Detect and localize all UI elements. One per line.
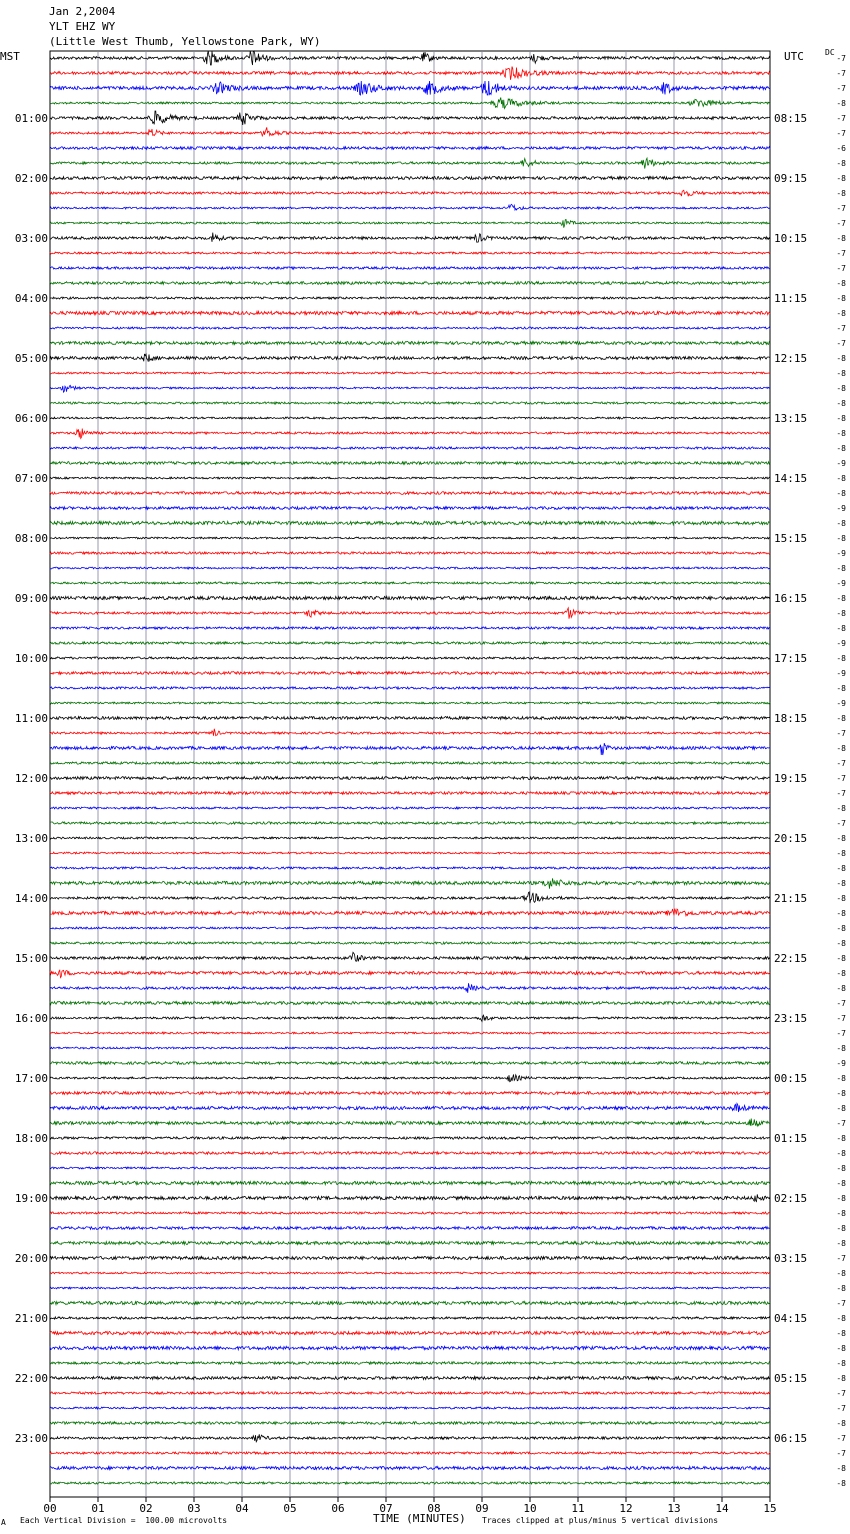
left-hour-label: 06:00 <box>14 412 48 425</box>
trace-line <box>50 233 770 243</box>
dc-offset-label: -7 <box>836 219 846 228</box>
trace-line <box>50 1482 770 1484</box>
dc-offset-label: -8 <box>836 1359 846 1368</box>
trace-line <box>50 927 770 929</box>
dc-offset-label: -9 <box>836 699 846 708</box>
trace-line <box>50 822 770 824</box>
trace-line <box>50 1092 770 1095</box>
x-tick-label: 11 <box>571 1502 585 1515</box>
right-hour-label: 22:15 <box>774 952 808 965</box>
trace-line <box>50 983 770 993</box>
dc-offset-label: -8 <box>836 534 846 543</box>
trace-line <box>50 1167 770 1169</box>
trace-line <box>50 1212 770 1214</box>
right-hour-label: 05:15 <box>774 1372 808 1385</box>
trace-line <box>50 521 770 524</box>
dc-offset-label: -8 <box>836 1314 846 1323</box>
trace-line <box>50 942 770 944</box>
trace-line <box>50 892 770 903</box>
dc-offset-label: -7 <box>836 729 846 738</box>
dc-offset-label: -8 <box>836 744 846 753</box>
dc-offset-label: -8 <box>836 399 846 408</box>
trace-line <box>50 158 770 168</box>
trace-line <box>50 729 770 736</box>
trace-line <box>50 354 770 362</box>
x-axis-title: TIME (MINUTES) <box>373 1512 466 1525</box>
dc-offset-label: -7 <box>836 1434 846 1443</box>
trace-line <box>50 1074 770 1081</box>
dc-offset-label: -8 <box>836 1149 846 1158</box>
left-timezone-label: MST <box>0 50 20 63</box>
left-hour-label: 11:00 <box>14 712 48 725</box>
left-hour-label: 22:00 <box>14 1372 48 1385</box>
left-hour-label: 20:00 <box>14 1252 48 1265</box>
trace-line <box>50 372 770 374</box>
left-hour-label: 09:00 <box>14 592 48 605</box>
left-hour-label: 12:00 <box>14 772 48 785</box>
trace-line <box>50 507 770 510</box>
right-hour-label: 02:15 <box>774 1192 808 1205</box>
dc-offset-label: -8 <box>836 384 846 393</box>
trace-line <box>50 852 770 854</box>
right-hour-label: 11:15 <box>774 292 808 305</box>
dc-offset-label: -7 <box>836 1254 846 1263</box>
x-tick-label: 14 <box>715 1502 729 1515</box>
trace-line <box>50 1137 770 1139</box>
left-hour-label: 01:00 <box>14 112 48 125</box>
dc-offset-label: -8 <box>836 849 846 858</box>
dc-offset-label: -8 <box>836 564 846 573</box>
dc-offset-label: -7 <box>836 339 846 348</box>
trace-line <box>50 462 770 465</box>
trace-line <box>50 1103 770 1112</box>
right-hour-label: 19:15 <box>774 772 808 785</box>
left-hour-label: 04:00 <box>14 292 48 305</box>
dc-offset-label: -8 <box>836 894 846 903</box>
trace-line <box>50 385 770 392</box>
trace-line <box>50 1181 770 1184</box>
dc-offset-label: -7 <box>836 264 846 273</box>
left-hour-label: 15:00 <box>14 952 48 965</box>
trace-line <box>50 867 770 869</box>
trace-line <box>50 687 770 689</box>
left-hour-label: 10:00 <box>14 652 48 665</box>
left-hour-label: 07:00 <box>14 472 48 485</box>
trace-line <box>50 743 770 755</box>
dc-offset-label: -8 <box>836 1419 846 1428</box>
dc-offset-label: -8 <box>836 1179 846 1188</box>
right-hour-label: 21:15 <box>774 892 808 905</box>
dc-offset-label: -7 <box>836 54 846 63</box>
dc-offset-label: -8 <box>836 1104 846 1113</box>
dc-offset-label: -9 <box>836 639 846 648</box>
dc-offset-label: -7 <box>836 324 846 333</box>
dc-offset-label: -9 <box>836 669 846 678</box>
trace-line <box>50 657 770 659</box>
trace-line <box>50 127 770 136</box>
trace-line <box>50 970 770 977</box>
right-hour-label: 20:15 <box>774 832 808 845</box>
dc-offset-label: -8 <box>836 294 846 303</box>
trace-line <box>50 1227 770 1230</box>
trace-line <box>50 204 770 210</box>
right-hour-label: 23:15 <box>774 1012 808 1025</box>
trace-line <box>50 582 770 584</box>
x-tick-label: 01 <box>91 1502 105 1515</box>
right-hour-label: 18:15 <box>774 712 808 725</box>
trace-line <box>50 447 770 449</box>
trace-line <box>50 492 770 495</box>
trace-line <box>50 1152 770 1155</box>
dc-label: DC <box>825 48 835 57</box>
dc-offset-label: -8 <box>836 1344 846 1353</box>
trace-line <box>50 1272 770 1274</box>
trace-line <box>50 1194 770 1201</box>
dc-offset-label: -7 <box>836 1119 846 1128</box>
trace-line <box>50 51 770 65</box>
dc-offset-label: -7 <box>836 819 846 828</box>
trace-line <box>50 402 770 404</box>
trace-line <box>50 417 770 419</box>
dc-offset-label: -8 <box>836 1329 846 1338</box>
trace-line <box>50 1434 770 1441</box>
x-tick-label: 09 <box>475 1502 489 1515</box>
right-hour-label: 13:15 <box>774 412 808 425</box>
dc-offset-label: -8 <box>836 879 846 888</box>
dc-offset-label: -8 <box>836 834 846 843</box>
dc-offset-label: -7 <box>836 1014 846 1023</box>
dc-offset-label: -8 <box>836 1194 846 1203</box>
trace-line <box>50 1317 770 1319</box>
right-hour-label: 10:15 <box>774 232 808 245</box>
trace-line <box>50 190 770 196</box>
trace-line <box>50 1015 770 1021</box>
dc-offset-label: -8 <box>836 279 846 288</box>
header-location: (Little West Thumb, Yellowstone Park, WY) <box>49 35 321 48</box>
trace-line <box>50 97 770 108</box>
dc-offset-label: -8 <box>836 189 846 198</box>
dc-offset-label: -8 <box>836 684 846 693</box>
dc-offset-label: -8 <box>836 1134 846 1143</box>
trace-line <box>50 1256 770 1259</box>
trace-line <box>50 252 770 254</box>
trace-line <box>50 627 770 629</box>
left-hour-label: 17:00 <box>14 1072 48 1085</box>
x-tick-label: 04 <box>235 1502 249 1515</box>
dc-offset-label: -8 <box>836 1479 846 1488</box>
trace-line <box>50 1331 770 1334</box>
dc-offset-label: -7 <box>836 129 846 138</box>
trace-line <box>50 537 770 539</box>
dc-offset-label: -8 <box>836 609 846 618</box>
dc-offset-label: -7 <box>836 1299 846 1308</box>
dc-offset-label: -8 <box>836 939 846 948</box>
trace-line <box>50 147 770 150</box>
dc-offset-label: -8 <box>836 984 846 993</box>
right-timezone-label: UTC <box>784 50 804 63</box>
dc-offset-label: -8 <box>836 654 846 663</box>
trace-line <box>50 1392 770 1394</box>
trace-line <box>50 878 770 888</box>
dc-offset-label: -8 <box>836 159 846 168</box>
trace-line <box>50 1062 770 1065</box>
trace-line <box>50 1242 770 1245</box>
left-hour-label: 16:00 <box>14 1012 48 1025</box>
dc-offset-label: -8 <box>836 99 846 108</box>
header-station: YLT EHZ WY <box>49 20 116 33</box>
left-hour-label: 14:00 <box>14 892 48 905</box>
header-date: Jan 2,2004 <box>49 5 116 18</box>
dc-offset-label: -7 <box>836 774 846 783</box>
trace-line <box>50 1287 770 1289</box>
trace-line <box>50 429 770 439</box>
dc-offset-label: -8 <box>836 1464 846 1473</box>
trace-line <box>50 1422 770 1425</box>
trace-line <box>50 327 770 329</box>
trace-line <box>50 311 770 314</box>
dc-offset-label: -7 <box>836 84 846 93</box>
right-hour-label: 06:15 <box>774 1432 808 1445</box>
dc-offset-label: -7 <box>836 759 846 768</box>
dc-offset-label: -9 <box>836 504 846 513</box>
x-tick-label: 00 <box>43 1502 57 1515</box>
x-tick-label: 08 <box>427 1502 441 1515</box>
dc-offset-label: -9 <box>836 459 846 468</box>
trace-line <box>50 177 770 180</box>
dc-offset-label: -8 <box>836 909 846 918</box>
trace-line <box>50 552 770 554</box>
dc-offset-label: -8 <box>836 174 846 183</box>
dc-offset-label: -8 <box>836 309 846 318</box>
left-hour-label: 21:00 <box>14 1312 48 1325</box>
trace-line <box>50 762 770 764</box>
trace-line <box>50 672 770 675</box>
left-hour-label: 23:00 <box>14 1432 48 1445</box>
dc-offset-label: -8 <box>836 954 846 963</box>
trace-line <box>50 67 770 80</box>
trace-line <box>50 1002 770 1005</box>
dc-offset-label: -8 <box>836 354 846 363</box>
trace-line <box>50 807 770 809</box>
trace-line <box>50 297 770 299</box>
left-hour-label: 18:00 <box>14 1132 48 1145</box>
trace-line <box>50 1047 770 1049</box>
clip-note: Traces clipped at plus/minus 5 vertical divisions <box>482 1516 719 1525</box>
x-tick-label: 06 <box>331 1502 345 1515</box>
trace-line <box>50 1032 770 1034</box>
x-tick-label: 05 <box>283 1502 297 1515</box>
right-hour-label: 00:15 <box>774 1072 808 1085</box>
dc-offset-label: -8 <box>836 1089 846 1098</box>
dc-offset-label: -7 <box>836 999 846 1008</box>
dc-offset-label: -7 <box>836 1404 846 1413</box>
dc-offset-label: -9 <box>836 579 846 588</box>
right-hour-label: 01:15 <box>774 1132 808 1145</box>
dc-offset-label: -8 <box>836 1239 846 1248</box>
right-hour-label: 04:15 <box>774 1312 808 1325</box>
left-hour-label: 02:00 <box>14 172 48 185</box>
dc-offset-label: -8 <box>836 924 846 933</box>
scale-note: Each Vertical Division = 100.00 microvolts <box>20 1516 228 1525</box>
dc-offset-label: -8 <box>836 969 846 978</box>
left-hour-label: 05:00 <box>14 352 48 365</box>
left-hour-label: 08:00 <box>14 532 48 545</box>
dc-offset-label: -8 <box>836 1074 846 1083</box>
dc-offset-label: -7 <box>836 249 846 258</box>
right-hour-label: 08:15 <box>774 112 808 125</box>
dc-offset-label: -9 <box>836 1059 846 1068</box>
left-hour-label: 19:00 <box>14 1192 48 1205</box>
dc-offset-label: -9 <box>836 549 846 558</box>
dc-offset-label: -7 <box>836 789 846 798</box>
dc-offset-label: -8 <box>836 1224 846 1233</box>
dc-offset-label: -8 <box>836 234 846 243</box>
dc-offset-label: -6 <box>836 144 846 153</box>
dc-offset-label: -8 <box>836 489 846 498</box>
trace-line <box>50 1452 770 1454</box>
dc-offset-label: -8 <box>836 714 846 723</box>
dc-offset-label: -8 <box>836 1044 846 1053</box>
dc-offset-label: -8 <box>836 519 846 528</box>
dc-offset-label: -8 <box>836 474 846 483</box>
dc-offset-label: -8 <box>836 1209 846 1218</box>
right-hour-label: 16:15 <box>774 592 808 605</box>
dc-offset-label: -8 <box>836 414 846 423</box>
right-hour-label: 03:15 <box>774 1252 808 1265</box>
right-hour-label: 12:15 <box>774 352 808 365</box>
right-hour-label: 17:15 <box>774 652 808 665</box>
trace-line <box>50 477 770 479</box>
trace-line <box>50 837 770 839</box>
dc-offset-label: -8 <box>836 624 846 633</box>
trace-line <box>50 1346 770 1349</box>
trace-line <box>50 1466 770 1469</box>
trace-line <box>50 1362 770 1364</box>
dc-offset-label: -8 <box>836 804 846 813</box>
dc-offset-label: -8 <box>836 864 846 873</box>
corner-mark: A <box>1 1518 6 1527</box>
trace-line <box>50 1377 770 1380</box>
x-tick-label: 03 <box>187 1502 201 1515</box>
x-tick-label: 13 <box>667 1502 681 1515</box>
trace-line <box>50 596 770 599</box>
trace-line <box>50 219 770 227</box>
x-tick-label: 10 <box>523 1502 537 1515</box>
dc-offset-label: -7 <box>836 1029 846 1038</box>
trace-line <box>50 1118 770 1125</box>
trace-line <box>50 267 770 269</box>
left-hour-label: 03:00 <box>14 232 48 245</box>
dc-offset-label: -8 <box>836 594 846 603</box>
trace-line <box>50 1301 770 1304</box>
right-hour-label: 09:15 <box>774 172 808 185</box>
trace-line <box>50 608 770 619</box>
dc-offset-label: -8 <box>836 1284 846 1293</box>
dc-offset-label: -7 <box>836 204 846 213</box>
trace-line <box>50 777 770 780</box>
right-hour-label: 14:15 <box>774 472 808 485</box>
trace-line <box>50 909 770 916</box>
x-tick-label: 15 <box>763 1502 777 1515</box>
dc-offset-label: -7 <box>836 1449 846 1458</box>
trace-line <box>50 642 770 644</box>
dc-offset-label: -8 <box>836 1164 846 1173</box>
left-hour-label: 13:00 <box>14 832 48 845</box>
dc-offset-label: -8 <box>836 1269 846 1278</box>
dc-offset-label: -7 <box>836 1389 846 1398</box>
trace-line <box>50 1407 770 1409</box>
trace-line <box>50 111 770 125</box>
dc-offset-label: -8 <box>836 429 846 438</box>
trace-line <box>50 717 770 720</box>
dc-offset-label: -8 <box>836 369 846 378</box>
dc-offset-label: -7 <box>836 114 846 123</box>
dc-offset-label: -8 <box>836 1374 846 1383</box>
trace-line <box>50 567 770 569</box>
trace-line <box>50 282 770 285</box>
trace-line <box>50 792 770 795</box>
x-tick-label: 12 <box>619 1502 633 1515</box>
x-tick-label: 02 <box>139 1502 153 1515</box>
trace-line <box>50 81 770 95</box>
x-tick-label: 07 <box>379 1502 393 1515</box>
dc-offset-label: -8 <box>836 444 846 453</box>
trace-line <box>50 702 770 704</box>
right-hour-label: 15:15 <box>774 532 808 545</box>
trace-line <box>50 342 770 345</box>
trace-line <box>50 952 770 961</box>
dc-offset-label: -7 <box>836 69 846 78</box>
